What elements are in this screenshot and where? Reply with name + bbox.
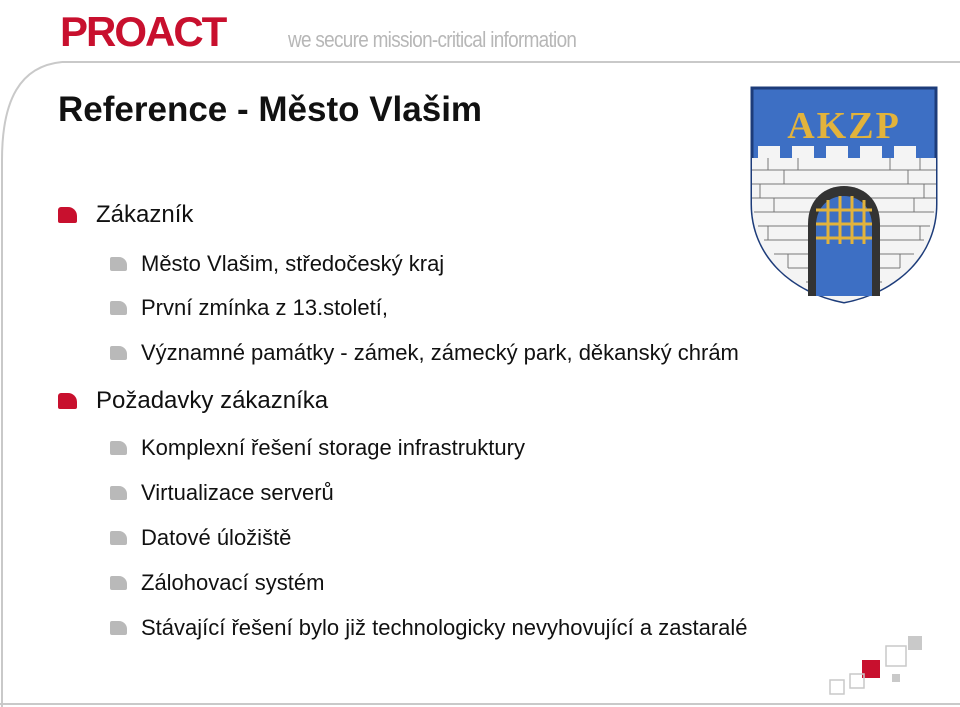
- grey-bullet-icon: [110, 486, 127, 500]
- red-bullet-icon: [58, 207, 77, 223]
- grey-bullet-icon: [110, 346, 127, 360]
- red-bullet-icon: [58, 393, 77, 409]
- grey-bullet-icon: [110, 531, 127, 545]
- grey-bullet-icon: [110, 576, 127, 590]
- grey-bullet-icon: [110, 301, 127, 315]
- grey-bullet-icon: [110, 441, 127, 455]
- decorative-squares: [820, 630, 930, 700]
- header-tagline: we secure mission-critical information: [288, 27, 577, 52]
- grey-bullet-icon: [110, 621, 127, 635]
- content-list: Zákazník Město Vlašim, středočeský kraj První zmínka z 13.století, Významné památky - zámek, zámecký park, děkanský chrám Požadavky zákazníka Komplexní řešení storage infrastruktury Virtualizace serverů Datové úložiště Zálohovací systém Stávající řešení bylo již technologicky nevyhovující a zastaralé: [0, 0, 960, 707]
- proact-logo: PROACT: [60, 8, 226, 55]
- grey-bullet-icon: [110, 257, 127, 271]
- slide-title: Reference - Město Vlašim: [58, 90, 483, 129]
- crest-letters: AKZP: [787, 105, 901, 147]
